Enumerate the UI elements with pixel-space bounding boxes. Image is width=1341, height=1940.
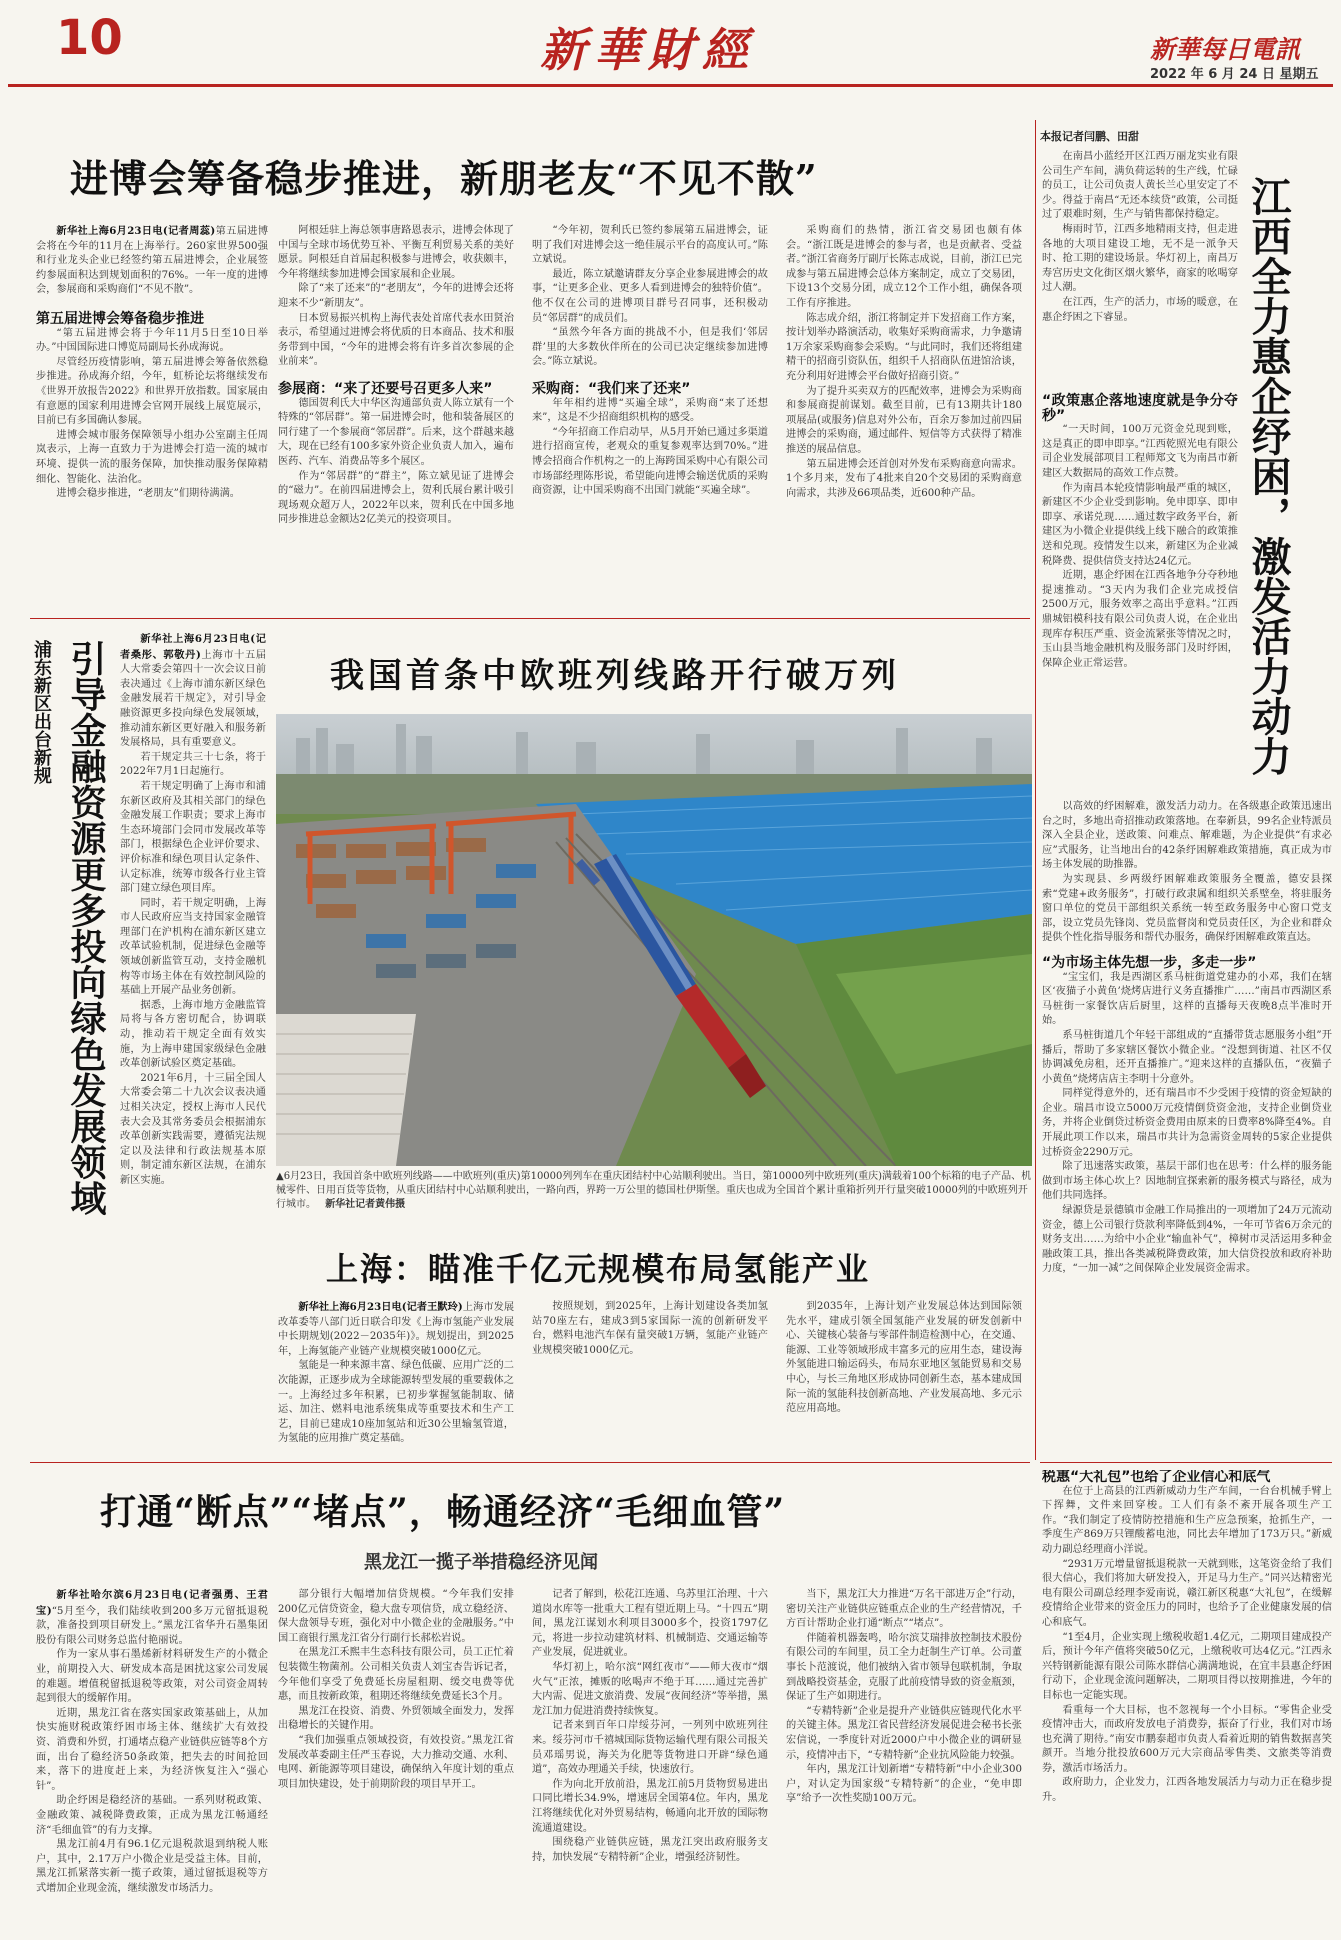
issue-date: 2022 年 6 月 24 日 星期五 [1150,67,1319,82]
article-expo-col-3: “今年初，贺利氏已签约参展第五届进博会，证明了我们对进博会这一绝佳展示平台的高度认可。”陈立斌说。 最近，陈立斌邀请群友分享企业参展进博会的故事，“让更多企业、更多人看到进博会的独特价值”。他不仅在公司的进博项目群号召同事，还积极动员“邻居群”的成员们。 “虽然今年各方面的挑战不小，但是我们‘邻居群’里的大多数伙伴所在的公司已决定继续参加进博会。”陈立斌说。 采购商：“我们来了还来” 年年相约进博“买遍全球”，采购商“来了还想来”，这是不少招商组织机构的感受。 “今年招商工作启动早，从5月开始已通过多渠道进行招商宣传，老观众的重复参观率达到70%。”进博会招商合作机构之一的上海跨国采购中心有限公司市场部经理陈彤说，希望能向进博会输送优质的采购商资源，让中国采购商不出国门就能“买遍全球”。 [532,225,768,497]
headline-china-europe-train: 我国首条中欧班列线路开行破万列 [330,656,900,696]
divider [1035,120,1036,1460]
subhead: 税惠“大礼包”也给了企业信心和底气 [1042,1470,1271,1485]
kicker-pudong: 浦东新区出台新规 [31,640,52,784]
top-byline: 本报记者闫鹏、田甜 [1040,130,1139,143]
divider [30,1462,1030,1463]
dateline: 新华社哈尔滨6月23日电(记者强勇、王君宝) [36,1589,268,1617]
article-expo-col-1: 新华社上海6月23日电(记者周蕊)第五届进博会将在今年的11月在上海举行。260家世界500强和行业龙头企业已经签约第五届进博会，企业展签约参展面积达到规划面积的76%。一年一度的进博会，参展商和采购商们“不见不散”。 第五届进博会筹备稳步推进 “第五届进博会将于今年11月5日至10日举办。”中国国际进口博览局副局长孙成海说。 尽管经历疫情影响，第五届进博会筹备依然稳步推进。孙成海介绍，今年，虹桥论坛将继续发布《世界开放报告2022》和世界开放指数。国家展由有意愿的国家利用进博会官网开展线上展览展示，目前已有多国确认参展。 进博会城市服务保障领导小组办公室副主任周岚表示，上海一直致力于为进博会打造一流的城市环境、提供一流的服务保障，加快推动服务保障精细化、智能化、法治化。 进博会稳步推进，“老朋友”们期待满满。 [36,225,268,500]
subhead: 第五届进博会筹备稳步推进 [36,310,204,327]
train-yard-photo [276,714,1032,1166]
photo-caption: ▲6月23日，我国首条中欧班列线路——中欧班列(重庆)第10000列列车在重庆团结村中心站顺利驶出。当日，第10000列中欧班列(重庆)满载着100个标箱的电子产品、机械零件、日用百货等货物，从重庆团结村中心站顺利驶出，一路向西，界跨一万公里的德国杜伊斯堡。重庆也成为全国首个累计重箱折列开行量突破10000列的中欧班列开行城市。 新华社记者黄伟摄 [276,1171,1032,1210]
dateline: 新华社上海6月23日电(记者桑彤、郭敬丹) [120,633,266,661]
article-heilongjiang-col-2: 部分银行大幅增加信贷规模。“今年我们安排200亿元信贷资金，稳大盘专项信贷，成立稳经济、保大盘领导专班，强化对中小微企业的金融服务。”中国工商银行黑龙江省分行副行长郝松岩说。 在黑龙江禾熙丰生态科技有限公司，员工正忙着包装微生物菌剂。公司相关负责人刘宝杏告诉记者，今年他们享受了免费延长房屋租期、缓交电费等优惠，而且按新政策，租期还将继续免费延长3个月。 黑龙江在投资、消费、外贸领域全面发力，发挥出稳增长的关键作用。 “我们加强重点领域投资，有效投资。”黑龙江省发展改革委副主任严玉春说，大力推动交通、水利、电网、新能源等项目建设，确保纳入年度计划的重点项目加快建设，处于前期阶段的项目早开工。 [278,1589,514,1790]
dateline: 新华社上海6月23日电(记者周蕊) [56,225,216,237]
article-hydrogen-col-2: 按照规划，到2025年，上海计划建设各类加氢站70座左右，建成3到5家国际一流的创新研发平台，燃料电池汽车保有量突破1万辆，氢能产业链产业规模突破1000亿元。 [532,1301,768,1356]
article-expo-col-4: 采购商们的热情，浙江省交易团也颇有体会。“浙江既是进博会的参与者，也是贡献者、受益者。”浙江省商务厅副厅长陈志成说，目前，浙江已完成参与第五届进博会总体方案制定，成立了交易团，下设13个交易分团，成立12个工作小组，确保各项工作有序推进。 陈志成介绍，浙江将制定并下发招商工作方案，按计划举办路演活动，收集好采购商需求，力争邀请1万余家采购商参会采购。“与此同时，我们还将组建精干的招商引资队伍，组织千人招商队伍进馆洽谈，充分利用好进博会平台做好招商引资。” 为了提升买卖双方的匹配效率，进博会为采购商和参展商提前谋划。截至目前，已有13期共计180项展品(或服务)信息对外公布，百余万参加过前四届进博会的采购商，通过邮件、短信等方式获得了精准推送的展品信息。 第五届进博会还首创对外发布采购商意向需求。1个多月来，发布了4批来自20个交易团的采购商意向需求，共涉及66项品类，近600种产品。 [786,225,1022,499]
article-green-finance-col-1: 新华社上海6月23日电(记者桑彤、郭敬丹)上海市十五届人大常委会第四十一次会议日前表决通过《上海市浦东新区绿色金融发展若干规定》，对引导金融资源更多投向绿色发展领域，推动浦东新区更好融入和服务新发展格局，具有重要意义。 若干规定共三十七条，将于2022年7月1日起施行。 若干规定明确了上海市和浦东新区政府及其相关部门的绿色金融发展工作职责；要求上海市生态环境部门会同市发展改革等部门，根据绿色企业评价要求、评价标准和绿色项目认定条件、认定标准，统筹市级各行业主管部门建立绿色项目库。 同时，若干规定明确，上海市人民政府应当支持国家金融管理部门在沪机构在浦东新区建立改革试验机制，促进绿色金融等领域创新监管互动，支持金融机构等市场主体在有效控制风险的基础上开展产品业务创新。 据悉，上海市地方金融监管局将与各方密切配合，协调联动，推动若干规定全面有效实施，为上海申建国家级绿色金融改革创新试验区奠定基础。 2021年6月，十三届全国人大常委会第二十九次会议表决通过相关决定，授权上海市人民代表大会及其常务委员会根据浦东改革创新实践需要，遵循宪法规定以及法律和行政法规基本原则，制定浦东新区法规，在浦东新区实施。 [120,633,266,1186]
subhead: 采购商：“我们来了还来” [532,380,691,397]
header-rule [8,84,1333,87]
masthead: 新華財經 [540,23,756,77]
subhead: “为市场主体先想一步，多走一步” [1042,954,1257,971]
headline-heilongjiang: 打通“断点”“堵点”，畅通经济“毛细血管” [100,1491,786,1533]
article-jiangxi-col-1: 在南昌小蓝经开区江西万丽龙实业有限公司生产车间，满负荷运转的生产线，忙碌的员工，让公司负责人黄长兰心里安定了不少。得益于南昌“无还本续贷”政策，公司挺过了艰难时刻，生产与销售都保持稳定。 梅雨时节，江西多地精雨支持，但走进各地的大项目建设工地，无不是一派争天时、抢工期的建设场景。华灯初上，南昌万寿宫历史文化街区烟火繁华，商家的吆喝穿过人潮。 在江西，生产的活力，市场的暖意，在惠企纾困之下睿显。 [1042,151,1238,323]
divider [30,618,1030,619]
edition-name: 新華每日電訊 [1150,35,1301,64]
headline-hydrogen: 上海：瞄准千亿元规模布局氢能产业 [326,1250,871,1288]
page-number: 10 [56,10,123,66]
subhead: “政策惠企落地速度就是争分夺秒” [1042,393,1238,424]
article-jiangxi-col-3: 以高效的纾困解难，激发活力动力。在各级惠企政策迅速出台之时，多地出奇招推动政策落地。在奉新县，99名企业特派员深入全县企业，送政策、问难点、解难题，为企业提供“有求必应”式服务，让当地出台的42条纾困解难政策措施，真正成为市场主体发展的助推器。 为实现县、乡两级纾困解难政策服务全覆盖，德安县探索“党建+政务服务”，打破行政隶属和组织关系壁垒，将驻服务窗口单位的党员干部组织关系统一转至政务服务中心窗口党支部，设立党员先锋岗、党员监督岗和党员责任区，为企业和群众提供个性化指导服务和帮代办服务，确保纾困解难政策直达。 “为市场主体先想一步，多走一步” “宝宝们，我是西湖区系马桩街道党建办的小邓，我们在辖区‘夜猫子小黄鱼’烧烤店进行义务直播推广……”南昌市西湖区系马桩街一家餐饮店后厨里，这样的直播每天夜晚8点半准时开始。 系马桩街道几个年轻干部组成的“直播带货志愿服务小组”开播后，帮助了多家辖区餐饮小微企业。“没想到街道、社区不仅协调减免房租，还开直播推广。”迎来这样的直播队伍，“夜猫子小黄鱼”烧烤店店主李明十分意外。 同样觉得意外的，还有瑞昌市不少受困于疫情的资金短缺的企业。瑞昌市设立5000万元疫情倒贷资金池，支持企业倒贷业务，并将企业倒贷过桥资金费用由原来的日费率8%降至4%。自开展此项工作以来，瑞昌市共计为急需资金周转的5家企业提供过桥资金2290万元。 除了迅速落实政策，基层干部们也在思考：什么样的服务能做到市场主体心坎上？因地制宜探索新的服务模式与路径，成为他们共同选择。 绿源贷是景德镇市金融工作局推出的一项增加了24万元流动资金，德上公司银行贷款利率降低到4%，一年可节省6万余元的财务支出……为给中小企业“输血补气”，樟树市灵活运用多种金融政策工具，推出各类减税降费政策，加大信贷投放和政府补助力度，“一加一减”之间保障企业发展资金需求。 [1042,801,1332,1275]
divider [1040,1462,1332,1463]
headline-jiangxi: 江西全力惠企纾困，激发活力动力 [1245,176,1292,776]
dateline: 新华社上海6月23日电(记者王默玲) [298,1301,463,1313]
article-hydrogen-col-3: 到2035年，上海计划产业发展总体达到国际领先水平，建成引领全国氢能产业发展的研发创新中心、关键核心装备与零部件制造检测中心，在交通、能源、工业等领域形成丰富多元的应用生态，建设海外氢能进口输运码头，布局东亚地区氢能贸易和交易中心，与长三角地区形成协同创新生态，基本建成国际一流的氢能科技创新高地、产业发展高地、多元示范应用高地。 [786,1301,1022,1415]
subtitle-heilongjiang: 黑龙江一揽子举措稳经济见闻 [364,1552,598,1573]
article-heilongjiang-col-3: 记者了解到，松花江连通、乌苏里江治理、十六道岗水库等一批重大工程有望近期上马。“十四五”期间，黑龙江谋划水利项目3000多个，投资1797亿元，将进一步拉动建筑材料、机械制造、交通运输等产业发展，促进就业。 华灯初上，哈尔滨“网红夜市”——师大夜市“烟火气”正浓，摊贩的吆喝声不绝于耳……通过完善扩大内需、促进文旅消费、发展“夜间经济”等举措，黑龙江加力促进消费持续恢复。 记者来到百年口岸绥芬河，一列列中欧班列往来。绥芬河市千禧城国际货物运输代理有限公司报关员邓瑶男说，海关为化肥等货物进口开辟“绿色通道”，高效办理通关手续，快速放行。 作为向北开放前沿，黑龙江前5月货物贸易进出口同比增长34.9%，增速居全国第4位。年内，黑龙江将继续优化对外贸易结构，畅通向北开放的国际物流通道建设。 围绕稳产业链供应链，黑龙江突出政府服务支持，加快发展“专精特新”企业，增强经济韧性。 [532,1589,768,1863]
subhead: 参展商：“来了还要号召更多人来” [278,380,493,397]
headline-expo: 进博会筹备稳步推进，新朋老友“不见不散” [70,156,818,201]
photo-credit: 新华社记者黄伟摄 [325,1199,406,1210]
headline-green-finance: 引导金融资源更多投向绿色发展领域 [65,640,107,1216]
article-heilongjiang-col-4: 当下，黑龙江大力推进“万名干部进万企”行动，密切关注产业链供应链重点企业的生产经营情况，千方百计帮助企业打通“断点”“堵点”。 伴随着机器轰鸣，哈尔滨艾瑞排放控制技术股份有限公司的车间里，员工全力赶制生产订单。公司董事长卜范渡说，他们被纳入省市领导包联机制，争取到战略投资基金，克服了此前疫情导致的资金瓶颈，保证了生产如期进行。 “专精特新”企业是提升产业链供应链现代化水平的关键主体。黑龙江省民营经济发展促进会秘书长张宏信说，一季度针对近2000户中小微企业的调研显示，疫情冲击下，“专精特新”企业抗风险能力较强。 年内，黑龙江计划新增“专精特新”中小企业300户，对认定为国家级“专精特新”的企业，“免申即享”给予一次性奖励100万元。 [786,1589,1022,1805]
article-hydrogen-col-1: 新华社上海6月23日电(记者王默玲)上海市发展改革委等八部门近日联合印发《上海市氢能产业发展中长期规划(2022－2035年)》。规划提出，到2025年，上海氢能产业链产业规模突破1000亿元。 氢能是一种来源丰富、绿色低碳、应用广泛的二次能源，正逐步成为全球能源转型发展的重要载体之一。上海经过多年积累，已初步掌握氢能制取、储运、加注、燃料电池系统集成等重要技术和生产工艺，目前已建成10座加氢站和近30公里输氢管道，为氢能的应用推广奠定基础。 [278,1301,514,1445]
article-jiangxi-col-4: 税惠“大礼包”也给了企业信心和底气 在位于上高县的江西新威动力生产车间，一台台机械手臂上下挥舞，文件来回穿梭。工人们有条不紊开展各项生产工作。“我们制定了疫情防控措施和生产应急预案，抢抓生产，一季度生产869万只锂酸蓄电池，同比去年增加了173万只。”新威动力副总经理商小洋说。 “2931万元增量留抵退税款一天就到账，这笔资金给了我们很大信心，我们将加大研发投入，开足马力生产。”同兴达精密光电有限公司副总经理李爱南说，赣江新区税惠“大礼包”，在缓解疫情给企业带来的资金压力的同时，也给予了企业健康发展的信心和底气。 “1至4月，企业实现上缴税收超1.4亿元，二期项目建成投产后，预计今年产值将突破50亿元，上缴税收可达4亿元。”江西永兴特钢新能源有限公司陈水群信心满满地说，在宜丰县惠企纾困行动下，企业现金流问题解决，二期项目得以按期推进，今年的目标也一定能实现。 看重每一个大目标，也不忽视每一个小目标。“零售企业受疫情冲击大，而政府发放电子消费券，振奋了行业，我们对市场也充满了期待。”南安市鹏泰超市负责人看着近期的销售数据喜笑颜开。当地分批投放600万元大宗商品零售类、文旅类等消费券，激活市场活力。 政府助力，企业发力，江西各地发展活力与动力正在稳步提升。 [1042,1470,1332,1804]
article-heilongjiang-col-1: 新华社哈尔滨6月23日电(记者强勇、王君宝)“5月至今，我们陆续收到200多万元留抵退税款，准备投到项目研发上。”黑龙江省华升石墨集团股份有限公司财务总监付艳丽说。 作为一家从事石墨烯新材料研发生产的小微企业，前期投入大、研发成本高是困扰这家公司发展的难题。增值税留抵退税等政策，对公司资金周转起到很大的缓解作用。 近期，黑龙江省在落实国家政策基础上，从加快实施财税政策纾困市场主体、继续扩大有效投资、消费和外贸，打通堵点稳产业链供应链等8个方面，出台了稳经济50条政策，把失去的时间抢回来，落下的进度赶上来，为经济恢复注入“强心针”。 助企纾困是稳经济的基础。一系列财税政策、金融政策、减税降费政策，正成为黑龙江畅通经济“毛细血管”的有力支撑。 黑龙江前4月有96.1亿元退税款退到纳税人账户，其中，2.17万户小微企业是受益主体。目前，黑龙江抓紧落实新一揽子政策，通过留抵退税等方式增加企业现金流，继续激发市场活力。 [36,1589,268,1894]
article-expo-col-2: 阿根廷驻上海总领事唐路恩表示，进博会体现了中国与全球市场优势互补、平衡互利贸易关系的美好愿景。阿根廷自首届起积极参与进博会，收获颇丰，今年将继续参加进博会国家展和企业展。 除了“来了还来”的“老朋友”，今年的进博会还将迎来不少“新朋友”。 日本贸易振兴机构上海代表处首席代表水田贤治表示，希望通过进博会将优质的日本商品、技术和服务带到中国，“今年的进博会将有许多首次参展的企业前来”。 参展商：“来了还要号召更多人来” 德国贺利氏大中华区沟通部负责人陈立斌有一个特殊的“邻居群”。第一届进博会时，他和装备展区的同行建了一个参展商“邻居群”。后来，这个群越来越大，现在已经有100多家外资企业负责人加入，遍布医药、汽车、消费品等多个展区。 作为“邻居群”的“群主”，陈立斌见证了进博会的“磁力”。在前四届进博会上，贺利氏展台累计吸引现场观众超万人，2022年以来，贺利氏在中国多地同步推进总金额达2亿美元的投资项目。 [278,225,514,526]
article-jiangxi-col-2: “政策惠企落地速度就是争分夺秒” “一天时间，100万元资金兑现到账，这是真正的即申即享。”江西乾照光电有限公司企业发展部项目工程师郑文飞为南昌市新建区大数据局的高效工作点赞。 作为南昌本轮疫情影响最严重的城区，新建区不少企业受到影响。免申即享、即申即享、承诺兑现……通过数字政务平台，新建区为小微企业提供线上线下融合的政策推送和兑现。疫情发生以来，新建区为企业减税降费、提供信贷支持达24亿元。 近期，惠企纾困在江西各地争分夺秒地提速推动。“3天内为我们企业完成授信2500万元，服务效率之高出乎意料。”江西鼎城铝模科技有限公司负责人说，在企业出现库存积压严重、资金流紧张等情况之时，玉山县当地金融机构及服务部门及时纾困，保障企业正常运营。 [1042,393,1238,669]
